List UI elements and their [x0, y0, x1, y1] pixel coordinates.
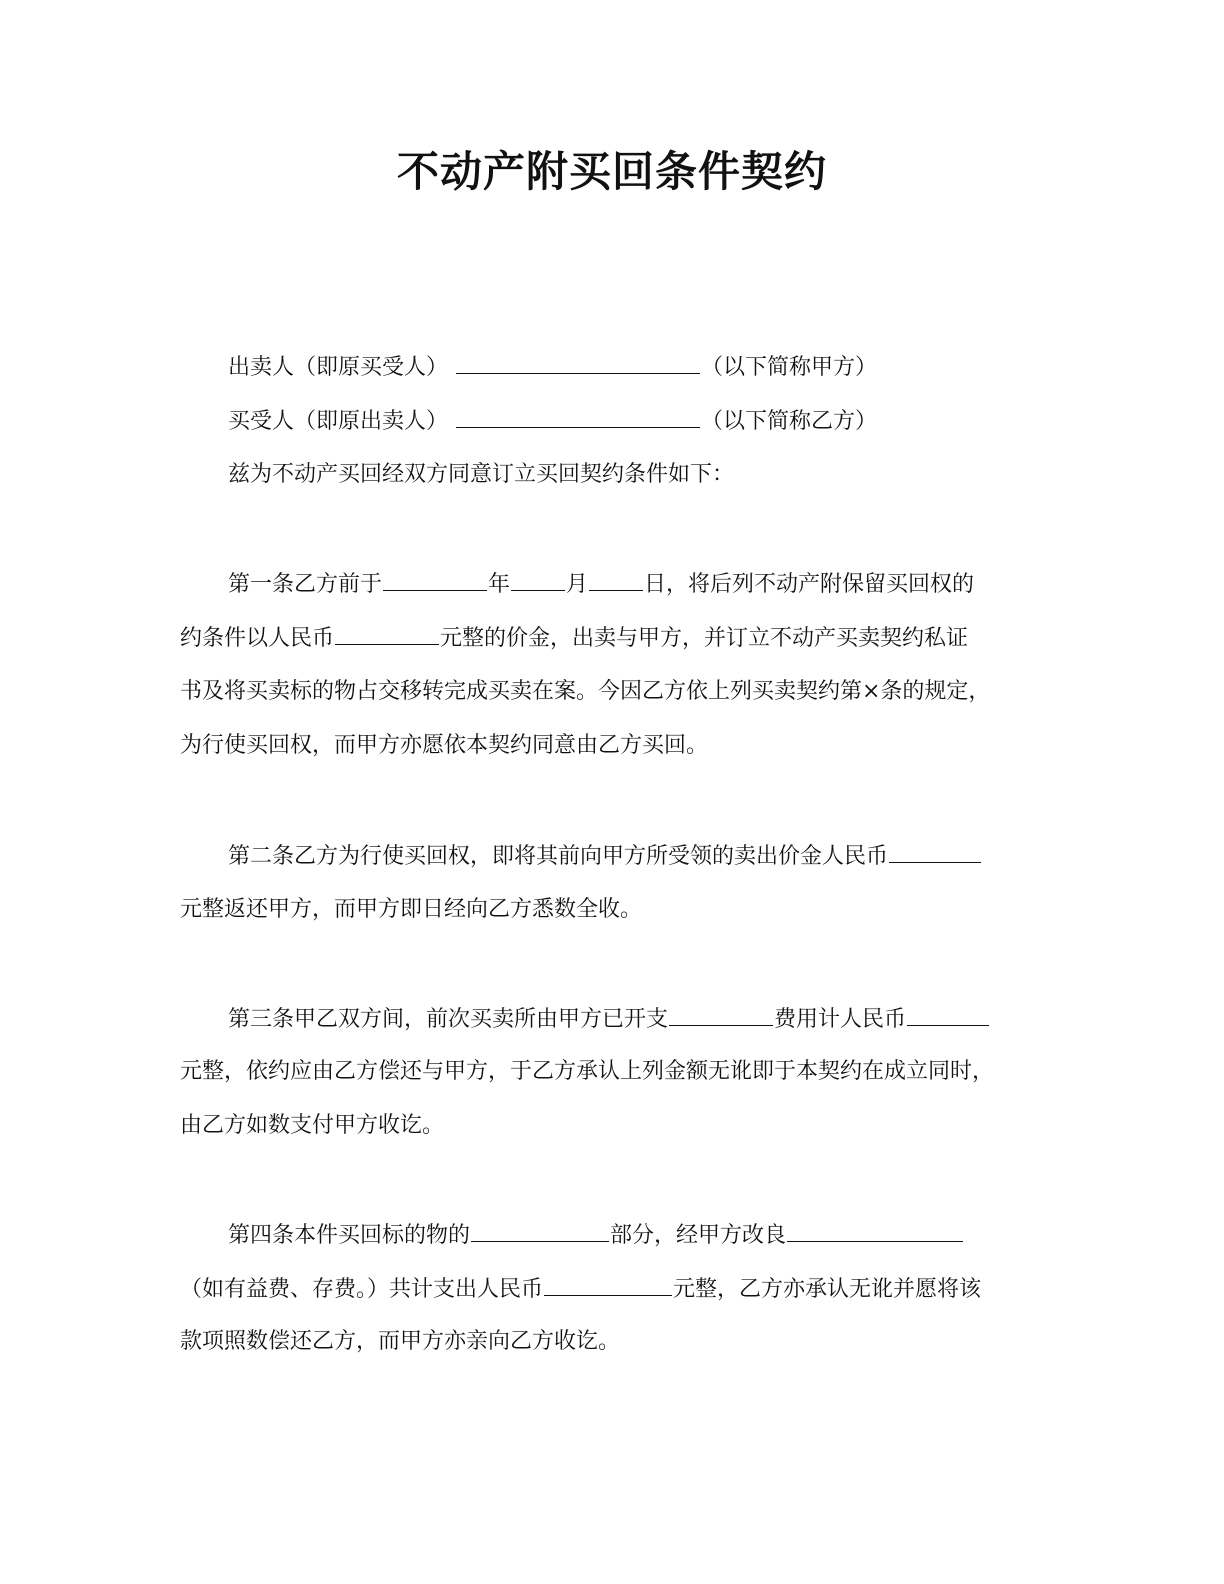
article1-text: 日，将后列不动产附保留买回权的	[644, 572, 975, 597]
article4-text: 部分，经甲方改良	[610, 1223, 787, 1248]
article1-text: 第一条乙方前于	[228, 572, 383, 597]
buyer-label: 买受人（即原出卖人）	[228, 409, 449, 434]
article3-line2: 元整，依约应由乙方偿还与甲方，于乙方承认上列金额无讹即于本契约在成立同时，	[180, 1059, 995, 1084]
article1-text: 元整的价金，出卖与甲方，并订立不动产买卖契约私证	[440, 626, 969, 651]
improvement-blank[interactable]	[787, 1219, 963, 1242]
article3-line3: 由乙方如数支付甲方收讫。	[180, 1113, 445, 1138]
article1-line2	[180, 622, 968, 654]
article4-text: 第四条本件买回标的物的	[228, 1223, 471, 1248]
article1-line1	[228, 568, 974, 600]
article3-text: 费用计人民币	[774, 1007, 907, 1032]
buyer-name-blank[interactable]	[456, 405, 700, 428]
article2-line1	[228, 840, 982, 872]
article3-line1	[228, 1003, 990, 1035]
year-label: 年	[488, 572, 511, 597]
article3-text: 第三条甲乙双方间，前次买卖所由甲方已开支	[228, 1007, 669, 1032]
expense-amount-blank[interactable]	[907, 1003, 989, 1026]
refund-amount-blank[interactable]	[889, 840, 981, 863]
article1-line4: 为行使买回权，而甲方亦愿依本契约同意由乙方买回。	[180, 733, 709, 758]
year-blank[interactable]	[383, 568, 487, 591]
article4-line1	[228, 1219, 964, 1251]
article4-text: （如有益费、存费。）共计支出人民币	[180, 1277, 544, 1302]
seller-name-blank[interactable]	[456, 351, 700, 374]
day-blank[interactable]	[589, 568, 643, 591]
seller-label: 出卖人（即原买受人）	[228, 355, 449, 380]
expense-item-blank[interactable]	[669, 1003, 773, 1026]
document-title: 不动产附买回条件契约	[396, 147, 827, 196]
seller-line	[228, 351, 877, 383]
article1-text: 约条件以人民币	[180, 626, 335, 651]
month-blank[interactable]	[511, 568, 565, 591]
month-label: 月	[566, 572, 589, 597]
improvement-cost-blank[interactable]	[544, 1273, 672, 1296]
article4-line2	[180, 1273, 981, 1305]
article2-line2: 元整返还甲方，而甲方即日经向乙方悉数全收。	[180, 897, 643, 922]
price-blank[interactable]	[335, 622, 439, 645]
article2-text: 第二条乙方为行使买回权，即将其前向甲方所受领的卖出价金人民币	[228, 844, 889, 869]
article4-line3: 款项照数偿还乙方，而甲方亦亲向乙方收讫。	[180, 1329, 621, 1354]
article4-text: 元整，乙方亦承认无讹并愿将该	[673, 1277, 982, 1302]
buyer-line	[228, 405, 877, 437]
preamble: 兹为不动产买回经双方同意订立买回契约条件如下：	[228, 462, 735, 487]
improved-part-blank[interactable]	[471, 1219, 609, 1242]
buyer-suffix: （以下简称乙方）	[701, 409, 878, 434]
seller-suffix: （以下简称甲方）	[701, 355, 878, 380]
article1-line3: 书及将买卖标的物占交移转完成买卖在案。今因乙方依上列买卖契约第×条的规定，	[180, 679, 991, 704]
